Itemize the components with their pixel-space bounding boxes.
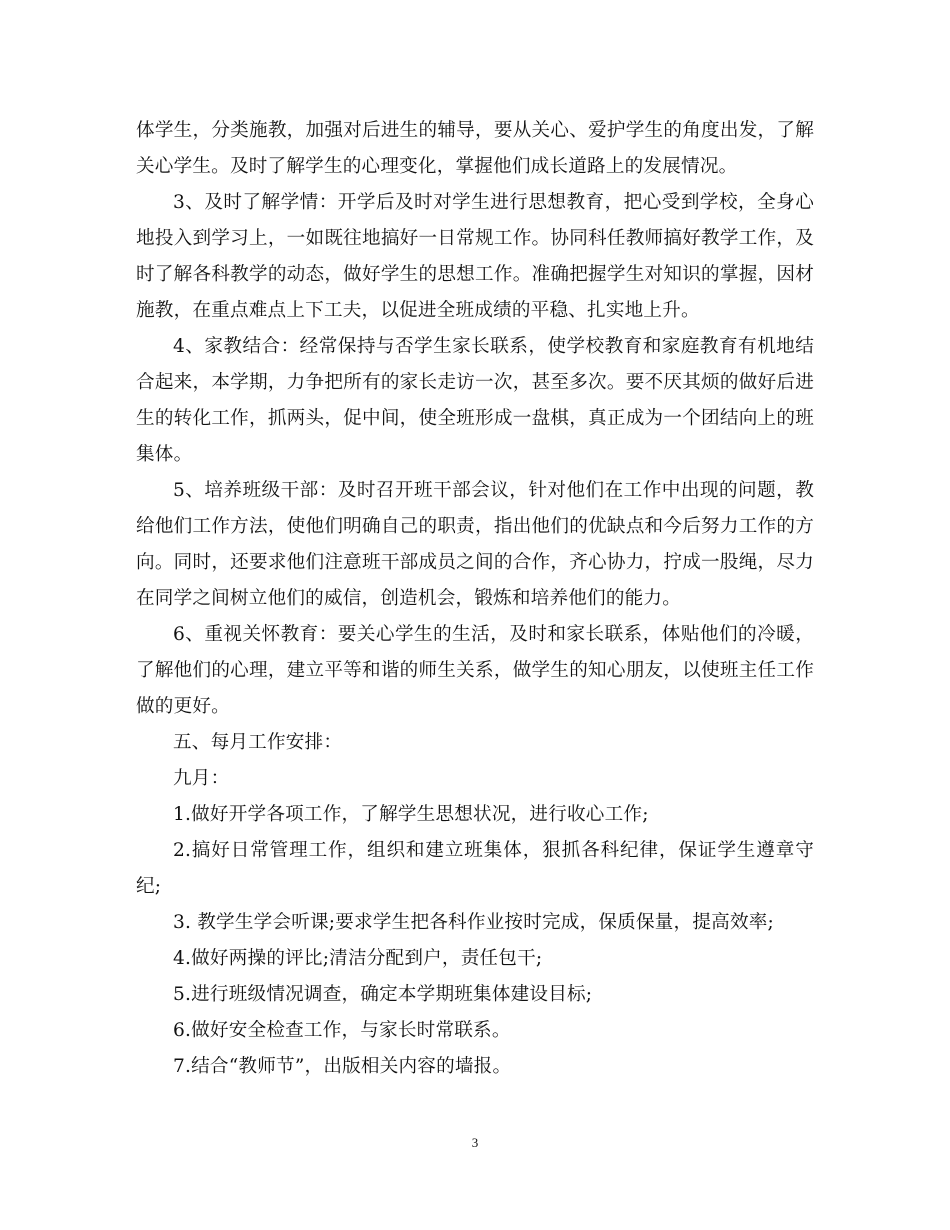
document-body <box>136 113 814 1085</box>
list-item: 4.做好两操的评比;清洁分配到户，责任包干; <box>173 948 543 969</box>
paragraph-item-3: 3、及时了解学情：开学后及时对学生进行思想教育，把心受到学校，全身心地投入到学习上，一如既往地搞好一日常规工作。协同科任教师搞好教学工作，及时了解各科教学的动态，做好学生的思想工作。准确把握学生对知识的掌握，因材施教，在重点难点上下工夫，以促进全班成绩的平稳、扎实地上升。 <box>136 192 814 321</box>
section-heading-monthly-plan: 五、每月工作安排： <box>173 732 343 753</box>
paragraph-item-4: 4、家教结合：经常保持与否学生家长联系，使学校教育和家庭教育有机地结合起来，本学期，力争把所有的家长走访一次，甚至多次。要不厌其烦的做好后进生的转化工作，抓两头，促中间，使全班形成一盘棋，真正成为一个团结向上的班集体。 <box>136 336 814 465</box>
list-item: 1.做好开学各项工作，了解学生思想状况，进行收心工作; <box>173 804 649 825</box>
paragraph-item-6: 6、重视关怀教育：要关心学生的生活，及时和家长联系，体贴他们的冷暖，了解他们的心理，建立平等和谐的师生关系，做学生的知心朋友，以使班主任工作做的更好。 <box>136 624 814 717</box>
list-item: 3. 教学生学会听课;要求学生把各科作业按时完成，保质保量，提高效率; <box>173 912 774 933</box>
paragraph-item-5: 5、培养班级干部：及时召开班干部会议，针对他们在工作中出现的问题，教给他们工作方法，使他们明确自己的职责，指出他们的优缺点和今后努力工作的方向。同时，还要求他们注意班干部成员之间的合作，齐心协力，拧成一股绳，尽力在同学之间树立他们的威信，创造机会，锻炼和培养他们的能力。 <box>136 480 814 609</box>
list-item: 2.搞好日常管理工作，组织和建立班集体，狠抓各科纪律，保证学生遵章守纪; <box>136 840 814 897</box>
list-item: 6.做好安全检查工作，与家长时常联系。 <box>173 1020 511 1041</box>
paragraph-continuation: 体学生，分类施教，加强对后进生的辅导，要从关心、爱护学生的角度出发，了解关心学生。及时了解学生的心理变化，掌握他们成长道路上的发展情况。 <box>136 120 814 177</box>
list-item: 5.进行班级情况调查，确定本学期班集体建设目标; <box>173 984 593 1005</box>
list-item: 7.结合“教师节”，出版相关内容的墙报。 <box>173 1056 512 1077</box>
page-number: 3 <box>471 1135 479 1150</box>
month-heading-september: 九月： <box>173 768 230 789</box>
